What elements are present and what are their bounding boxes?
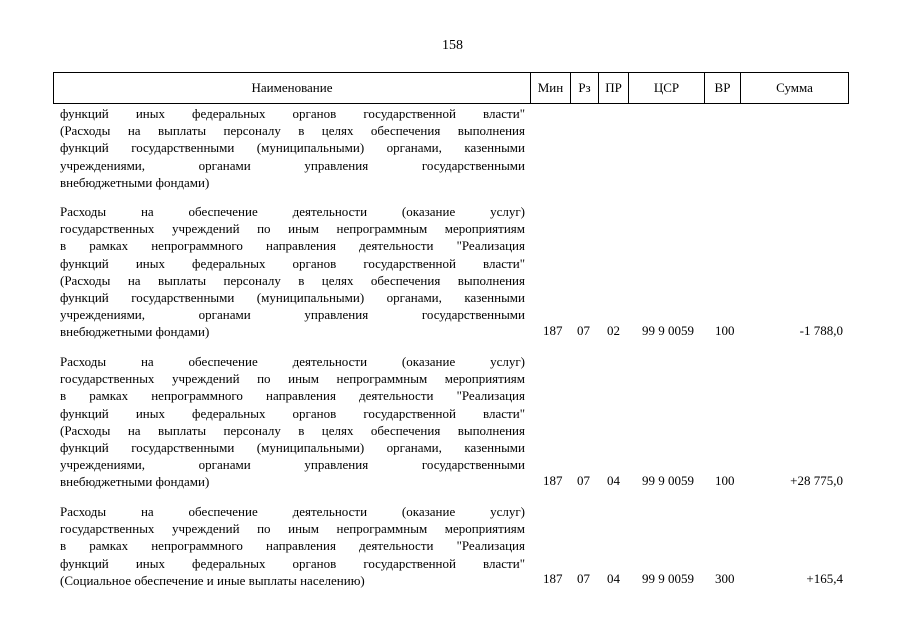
row-line: Расходы на обеспечение деятельности (оказание услуг) bbox=[60, 204, 525, 219]
cell-min: 187 bbox=[543, 323, 563, 338]
header-pr: ПР bbox=[599, 73, 629, 103]
cell-vr: 300 bbox=[715, 571, 735, 586]
row-line: в рамках непрограммного направления деятельности "Реализация bbox=[60, 538, 525, 554]
cell-min: 187 bbox=[543, 473, 563, 488]
cell-csr: 99 9 0059 bbox=[642, 571, 694, 586]
cell-sum: -1 788,0 bbox=[799, 323, 843, 338]
cell-csr: 99 9 0059 bbox=[642, 473, 694, 488]
header-name: Наименование bbox=[54, 73, 531, 103]
row-line: Расходы на обеспечение деятельности (оказание услуг) bbox=[60, 354, 525, 369]
cell-sum: +165,4 bbox=[806, 571, 843, 586]
cell-pr: 04 bbox=[607, 571, 620, 586]
row-line: функций иных федеральных органов государственной власти" bbox=[60, 555, 525, 571]
cell-pr: 02 bbox=[607, 323, 620, 338]
row-line: функций иных федеральных органов государственной власти" bbox=[60, 405, 525, 421]
cell-sum: +28 775,0 bbox=[790, 473, 843, 488]
row-line: государственных учреждений по иным непрограммным мероприятиям bbox=[60, 521, 525, 537]
row-line: функций иных федеральных органов государственной власти" bbox=[60, 106, 525, 121]
table-row-description bbox=[60, 503, 525, 589]
cell-csr: 99 9 0059 bbox=[642, 323, 694, 338]
table-row-description bbox=[60, 105, 525, 191]
row-line: учреждениями, органами управления государственными bbox=[60, 457, 525, 473]
cell-rz: 07 bbox=[577, 571, 590, 586]
row-line: в рамках непрограммного направления деятельности "Реализация bbox=[60, 388, 525, 404]
row-line: учреждениями, органами управления государственными bbox=[60, 157, 525, 173]
row-line: учреждениями, органами управления государственными bbox=[60, 307, 525, 323]
row-line: (Расходы на выплаты персоналу в целях обеспечения выполнения bbox=[60, 422, 525, 438]
cell-vr: 100 bbox=[715, 473, 735, 488]
cell-rz: 07 bbox=[577, 323, 590, 338]
header-vr: ВР bbox=[705, 73, 741, 103]
row-line: функций иных федеральных органов государственной власти" bbox=[60, 255, 525, 271]
row-line: функций государственными (муниципальными) органами, казенными bbox=[60, 140, 525, 156]
row-line: государственных учреждений по иным непрограммным мероприятиям bbox=[60, 221, 525, 237]
row-line: в рамках непрограммного направления деятельности "Реализация bbox=[60, 238, 525, 254]
row-line: функций государственными (муниципальными) органами, казенными bbox=[60, 440, 525, 456]
cell-rz: 07 bbox=[577, 473, 590, 488]
row-line: внебюджетными фондами) bbox=[60, 474, 210, 490]
row-line: (Расходы на выплаты персоналу в целях обеспечения выполнения bbox=[60, 272, 525, 288]
row-line: Расходы на обеспечение деятельности (оказание услуг) bbox=[60, 504, 525, 519]
table-row-description bbox=[60, 203, 525, 341]
cell-min: 187 bbox=[543, 571, 563, 586]
cell-pr: 04 bbox=[607, 473, 620, 488]
header-sum: Сумма bbox=[776, 80, 813, 95]
header-csr: ЦСР bbox=[629, 73, 705, 103]
cell-vr: 100 bbox=[715, 323, 735, 338]
row-line: внебюджетными фондами) bbox=[60, 324, 210, 340]
row-line: функций государственными (муниципальными) органами, казенными bbox=[60, 290, 525, 306]
row-line: внебюджетными фондами) bbox=[60, 174, 210, 190]
table-header bbox=[53, 72, 849, 104]
row-line: государственных учреждений по иным непрограммным мероприятиям bbox=[60, 371, 525, 387]
row-line: (Социальное обеспечение и иные выплаты населению) bbox=[60, 572, 365, 588]
table-row-description bbox=[60, 353, 525, 491]
header-min: Мин bbox=[531, 73, 571, 103]
row-line: (Расходы на выплаты персоналу в целях обеспечения выполнения bbox=[60, 123, 525, 139]
page-number: 158 bbox=[442, 38, 463, 53]
header-rz: Рз bbox=[571, 73, 599, 103]
